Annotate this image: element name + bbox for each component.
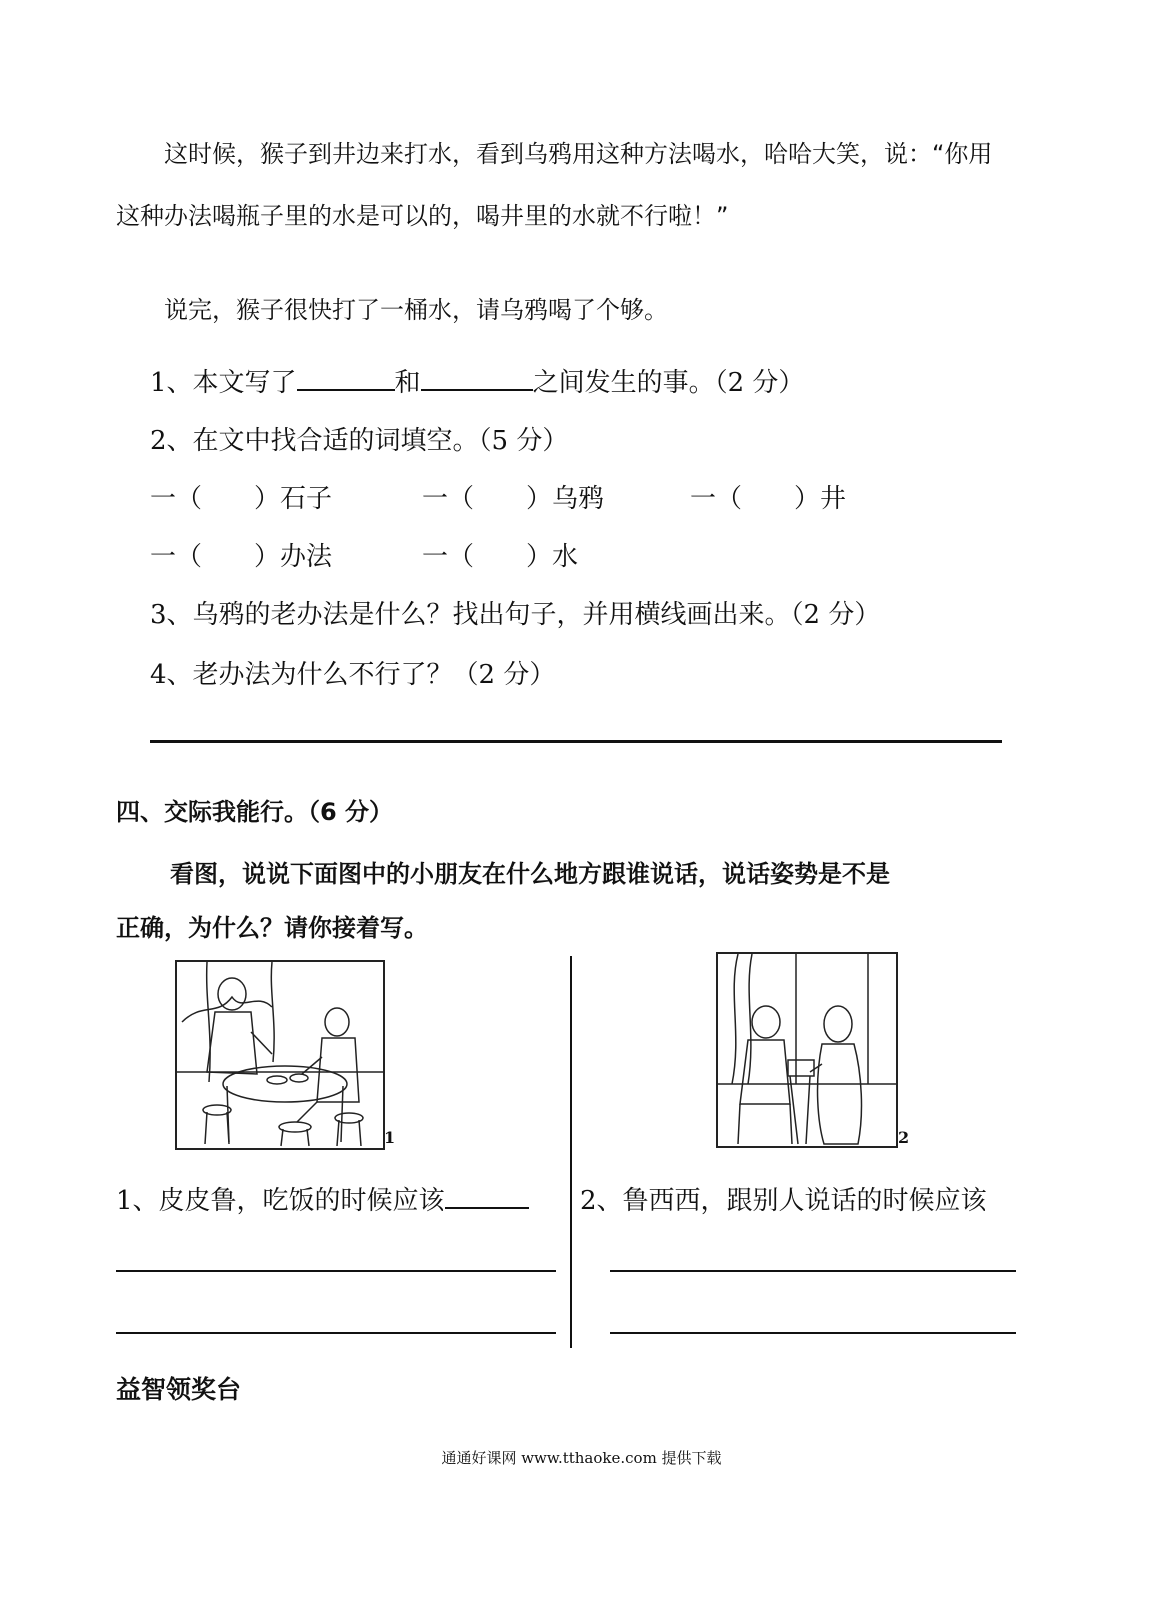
question-3: 3、乌鸦的老办法是什么？找出句子，并用横线画出来。（2 分） xyxy=(150,600,881,630)
question-1-suffix: 之间发生的事。（2 分） xyxy=(532,368,805,398)
fill-item: 一（ ）石子 xyxy=(150,484,333,514)
question-1-mid: 和 xyxy=(394,368,421,398)
fill-item: 一（ ）办法 xyxy=(150,542,333,572)
question-1-prefix: 1、本文写了 xyxy=(150,368,297,398)
fill-item: 一（ ）井 xyxy=(690,484,847,514)
prompt-1-blank[interactable] xyxy=(445,1181,529,1209)
question-4: 4、老办法为什么不行了？（2 分） xyxy=(150,660,556,690)
picture-2-number: 2 xyxy=(898,1128,910,1147)
prompt-2: 2、鲁西西，跟别人说话的时候应该 xyxy=(580,1186,987,1216)
page-footer: 通通好课网 www.tthaoke.com 提供下载 xyxy=(441,1449,722,1467)
answer-line-1b[interactable] xyxy=(116,1332,556,1334)
answer-line-q4[interactable] xyxy=(150,740,1002,743)
answer-line-1a[interactable] xyxy=(116,1270,556,1272)
question-2: 2、在文中找合适的词填空。（5 分） xyxy=(150,426,569,456)
picture-dining xyxy=(175,960,385,1150)
question-1 xyxy=(150,362,804,399)
column-divider xyxy=(570,956,572,1348)
next-section-title: 益智领奖台 xyxy=(116,1375,242,1404)
prompt-1-text: 1、皮皮鲁，吃饭的时候应该 xyxy=(116,1186,445,1216)
passage-line-3: 说完，猴子很快打了一桶水，请乌鸦喝了个够。 xyxy=(164,296,668,324)
section-4-instruction-2: 正确，为什么？请你接着写。 xyxy=(116,914,428,942)
prompt-1 xyxy=(116,1180,529,1217)
talking-scene-illustration xyxy=(718,954,896,1146)
passage-line-2: 这种办法喝瓶子里的水是可以的，喝井里的水就不行啦！” xyxy=(116,202,729,230)
dining-scene-illustration xyxy=(177,962,383,1148)
answer-line-2a[interactable] xyxy=(610,1270,1016,1272)
answer-blank-2[interactable] xyxy=(421,363,533,391)
section-4-heading: 四、交际我能行。（6 分） xyxy=(116,798,394,826)
fill-item: 一（ ）水 xyxy=(422,542,579,572)
answer-line-2b[interactable] xyxy=(610,1332,1016,1334)
picture-1-number: 1 xyxy=(384,1128,396,1147)
picture-talking xyxy=(716,952,898,1148)
answer-blank-1[interactable] xyxy=(297,363,395,391)
section-4-instruction-1: 看图，说说下面图中的小朋友在什么地方跟谁说话，说话姿势是不是 xyxy=(170,860,890,888)
passage-line-1: 这时候，猴子到井边来打水，看到乌鸦用这种方法喝水，哈哈大笑，说：“你用 xyxy=(164,140,993,168)
fill-item: 一（ ）乌鸦 xyxy=(422,484,605,514)
